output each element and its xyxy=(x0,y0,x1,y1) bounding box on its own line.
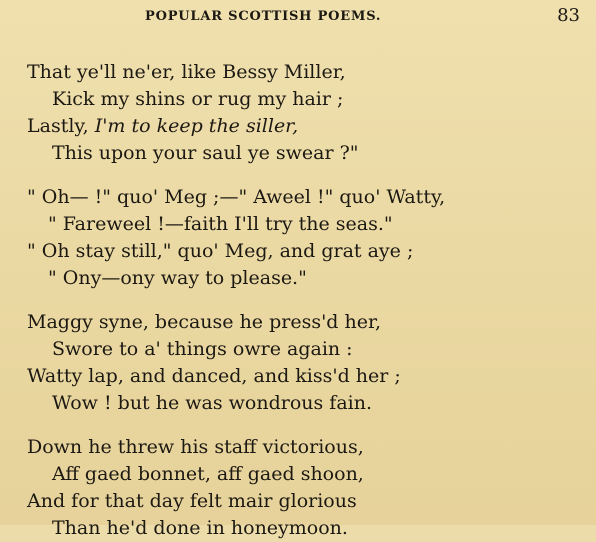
page-number: 83 xyxy=(557,5,580,26)
stanza-1 xyxy=(27,59,582,167)
poem-line-7: " Oh stay still," quo' Meg, and grat aye ; xyxy=(27,240,414,262)
poem-line-5: " Oh— !" quo' Meg ;—" Aweel !" quo' Watty, xyxy=(27,186,446,208)
poem-line-3-roman: Lastly, xyxy=(27,115,95,137)
poem-line-13: Down he threw his staff victorious, xyxy=(27,436,364,458)
stanza-3 xyxy=(27,309,582,417)
poem-line-15: And for that day felt mair glorious xyxy=(27,490,357,512)
poem-line-3-italic: I'm to keep the siller, xyxy=(94,115,299,137)
poem-line-3 xyxy=(27,113,582,140)
poem-line-16: Than he'd done in honeymoon. xyxy=(52,517,348,539)
poem-line-12: Wow ! but he was wondrous fain. xyxy=(52,392,372,414)
poem-line-14: Aff gaed bonnet, aff gaed shoon, xyxy=(52,463,364,485)
poem-line-4: This upon your saul ye swear ?" xyxy=(52,142,359,164)
poem-line-8: " Ony—ony way to please." xyxy=(48,267,307,289)
running-head-title: POPULAR SCOTTISH POEMS. xyxy=(145,9,382,24)
poem-line-2: Kick my shins or rug my hair ; xyxy=(52,88,344,110)
poem-text xyxy=(27,59,582,542)
poem-line-9: Maggy syne, because he press'd her, xyxy=(27,311,382,333)
poem-line-1: That ye'll ne'er, like Bessy Miller, xyxy=(27,61,346,83)
poem-line-10: Swore to a' things owre again : xyxy=(52,338,353,360)
stanza-4 xyxy=(27,434,582,542)
stanza-2 xyxy=(27,184,582,292)
poem-line-6: " Fareweel !—faith I'll try the seas." xyxy=(48,213,393,235)
poem-line-11: Watty lap, and danced, and kiss'd her ; xyxy=(27,365,401,387)
running-head xyxy=(0,5,596,28)
